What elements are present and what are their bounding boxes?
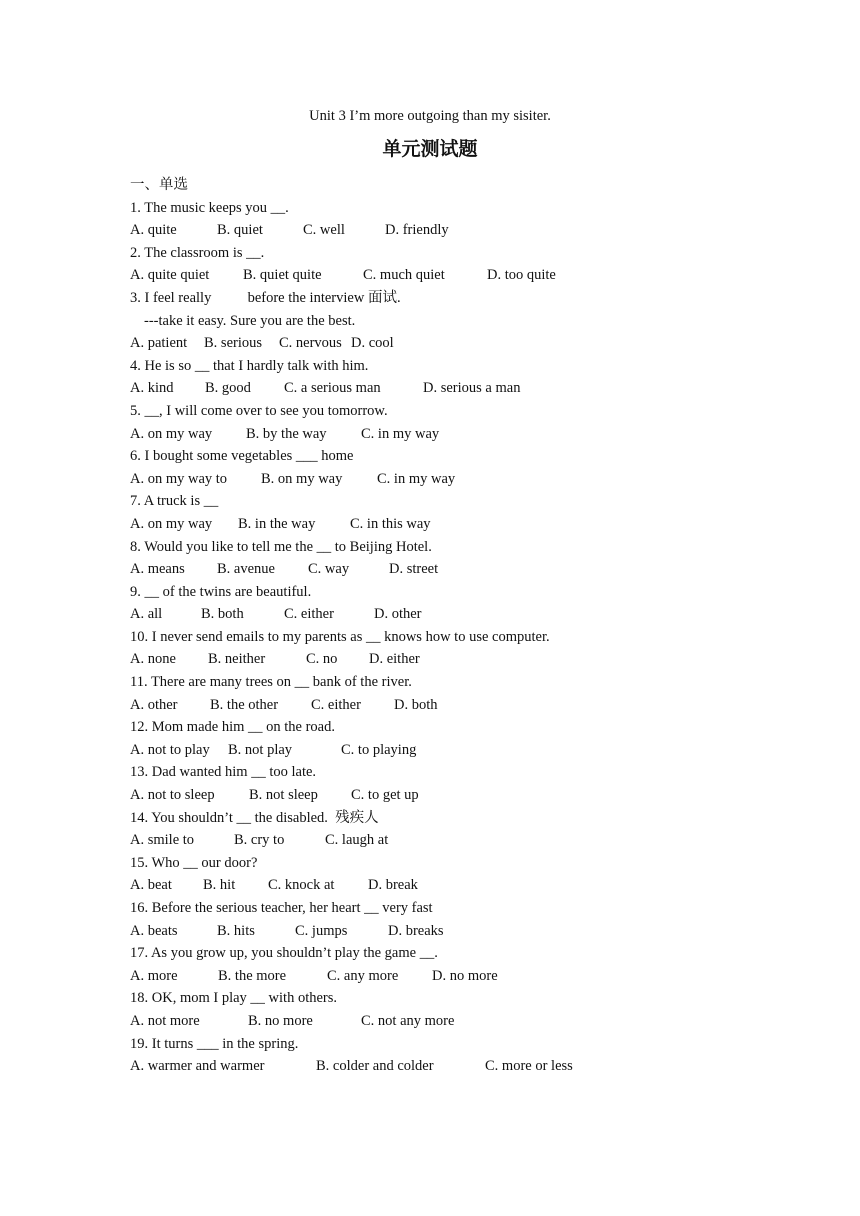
answer-option: B. not sleep [249,787,318,804]
answer-option: A. means [130,561,185,578]
options-row [130,423,790,446]
options-row [130,332,790,355]
options-row [130,648,790,671]
answer-option: C. in my way [361,425,440,442]
answer-option: B. both [201,606,244,623]
answer-option: B. hits [217,922,255,939]
question-text: 8. Would you like to tell me the __ to Beijing Hotel. [130,538,432,555]
answer-option: D. either [369,651,420,668]
answer-option: B. on my way [261,470,343,487]
answer-option: C. to get up [351,787,419,804]
answer-option: C. not any more [361,1012,455,1029]
answer-option: B. neither [208,651,266,668]
answer-option: B. colder and colder [316,1058,434,1075]
options-row [130,694,790,717]
answer-option: A. other [130,696,178,713]
answer-option: C. in my way [377,470,456,487]
options-row [130,468,790,491]
answer-option: A. beat [130,877,172,894]
options-row [130,739,790,762]
answer-option: A. on my way [130,425,213,442]
answer-option: B. hit [203,877,236,894]
question-text: 9. __ of the twins are beautiful. [130,583,312,600]
options-row [130,784,790,807]
answer-option: B. cry to [234,832,285,849]
question-text: 11. There are many trees on __ bank of the river. [130,674,412,691]
question-followup-text: ---take it easy. Sure you are the best. [144,312,356,329]
question-text: 3. I feel really before the interview 面试. [130,289,401,306]
answer-option: B. by the way [246,425,327,442]
page-title: 单元测试题 [382,138,478,160]
answer-option: B. good [205,380,251,397]
question-text: 17. As you grow up, you shouldn’t play the game __. [130,945,438,962]
answer-option: B. quiet quite [243,267,322,284]
answer-option: A. beats [130,922,178,939]
answer-option: A. not to sleep [130,787,215,804]
answer-option: B. serious [204,335,262,352]
answer-option: C. jumps [295,922,348,939]
answer-option: A. not to play [130,741,210,758]
options-row [130,377,790,400]
answer-option: A. kind [130,380,174,397]
answer-option: A. more [130,967,178,984]
question-text: 12. Mom made him __ on the road. [130,719,335,736]
answer-option: C. much quiet [363,267,445,284]
answer-option: B. the other [210,696,279,713]
answer-option: C. laugh at [325,832,389,849]
answer-option: C. to playing [341,741,417,758]
options-row [130,264,790,287]
answer-option: C. well [303,222,345,239]
answer-option: A. quite quiet [130,267,210,284]
answer-option: D. street [389,561,439,578]
question-text: 5. __, I will come over to see you tomorrow. [130,402,388,419]
options-row [130,558,790,581]
question-text: 7. A truck is __ [130,493,219,510]
question-text: 13. Dad wanted him __ too late. [130,764,317,781]
options-row [130,603,790,626]
options-row [130,874,790,897]
answer-option: C. no [306,651,338,668]
answer-option: D. too quite [487,267,556,284]
question-text: 19. It turns ___ in the spring. [130,1035,299,1052]
answer-option: A. none [130,651,176,668]
options-row [130,1010,790,1033]
answer-option: B. in the way [238,515,316,532]
answer-option: C. either [284,606,334,623]
answer-option: B. not play [228,741,293,758]
answer-option: D. cool [351,335,394,352]
answer-option: A. all [130,606,163,623]
answer-option: B. quiet [217,222,263,239]
answer-option: B. avenue [217,561,275,578]
question-text: 18. OK, mom I play __ with others. [130,990,338,1007]
options-row [130,965,790,988]
question-text: 4. He is so __ that I hardly talk with him. [130,357,369,374]
question-text: 2. The classroom is __. [130,244,265,261]
answer-option: C. any more [327,967,399,984]
options-row [130,829,790,852]
answer-option: C. more or less [485,1058,573,1075]
question-text: 16. Before the serious teacher, her heart __ very fast [130,900,433,916]
question-text: 15. Who __ our door? [130,854,258,871]
answer-option: D. break [368,877,418,894]
answer-option: A. warmer and warmer [130,1058,265,1075]
options-row [130,513,790,536]
answer-option: D. breaks [388,922,444,939]
answer-option: D. no more [432,967,498,984]
answer-option: C. a serious man [284,380,381,397]
answer-option: D. friendly [385,222,449,239]
answer-option: B. the more [218,967,287,984]
answer-option: C. in this way [350,515,431,532]
answer-option: A. smile to [130,832,195,849]
answer-option: A. on my way to [130,470,228,487]
section-label: 一、单选 [130,177,188,193]
answer-option: B. no more [248,1012,313,1029]
answer-option: D. both [394,696,438,713]
answer-option: C. way [308,561,350,578]
unit-subtitle: Unit 3 I’m more outgoing than my sisiter. [309,108,551,124]
answer-option: C. nervous [279,335,342,352]
question-text: 1. The music keeps you __. [130,199,289,216]
question-text: 14. You shouldn’t __ the disabled. 残疾人 [130,809,379,826]
question-text: 10. I never send emails to my parents as __ knows how to use computer. [130,628,550,645]
answer-option: A. quite [130,222,177,239]
answer-option: A. not more [130,1012,200,1029]
options-row [130,920,790,943]
answer-option: D. serious a man [423,380,521,397]
answer-option: A. on my way [130,515,213,532]
options-row [130,219,790,242]
question-text: 6. I bought some vegetables ___ home [130,448,354,465]
answer-option: A. patient [130,335,188,352]
answer-option: C. knock at [268,877,335,894]
options-row [130,1055,790,1078]
answer-option: D. other [374,606,422,623]
answer-option: C. either [311,696,361,713]
question-list [130,174,790,1078]
